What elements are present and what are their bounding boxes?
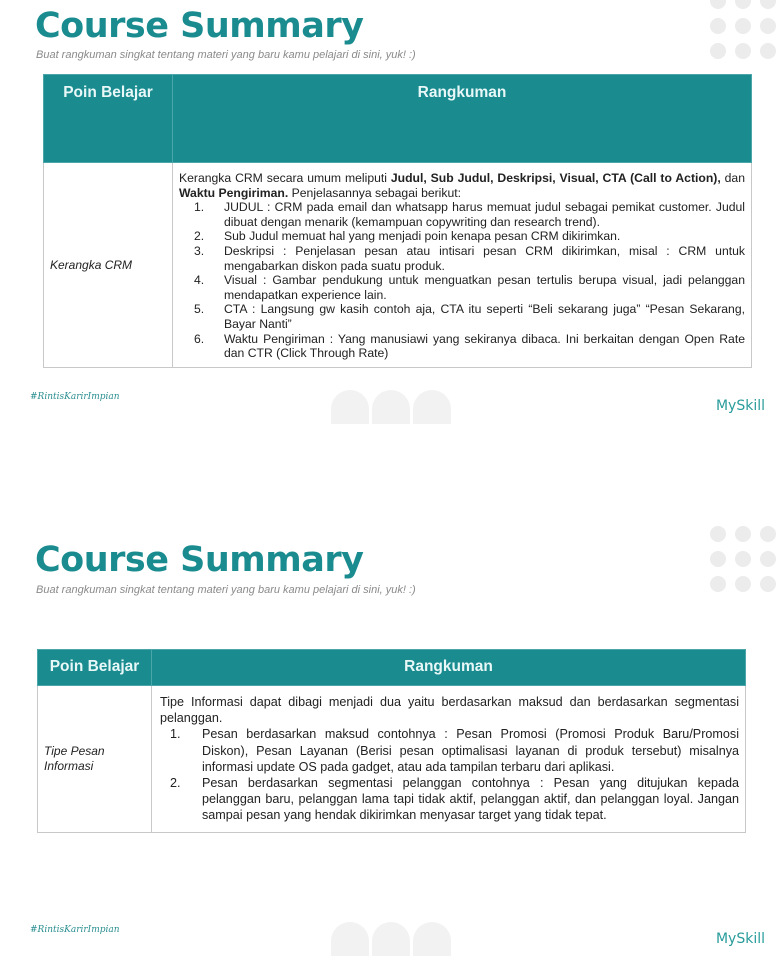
item-number: 3. — [194, 243, 205, 258]
decor-arches — [331, 922, 451, 956]
item-text: Deskripsi : Penjelasan pesan atau intisari pesan CRM dikirimkan, misal : CRM untuk mengabarkan diskon pada suatu produk. — [224, 243, 745, 273]
intro-bold: Waktu Pengiriman. — [179, 185, 289, 200]
list-item — [179, 229, 745, 244]
list-item — [179, 244, 745, 273]
intro-text: Kerangka CRM secara umum meliputi — [179, 171, 391, 185]
list-item — [179, 200, 745, 229]
summary-cell — [152, 686, 746, 833]
list-item — [160, 775, 739, 824]
table-row — [44, 163, 752, 368]
summary-table — [37, 649, 746, 833]
summary-cell — [173, 163, 752, 368]
header-poin-belajar: Poin Belajar — [44, 75, 173, 163]
item-number: 1. — [170, 727, 181, 742]
brand-logo: MySkill — [715, 398, 765, 414]
brand-logo: MySkill — [715, 931, 765, 947]
list-item — [160, 726, 739, 775]
topic-label: Tipe Pesan Informasi — [44, 744, 105, 773]
summary-intro — [179, 171, 745, 200]
header-poin-belajar: Poin Belajar — [38, 650, 152, 686]
topic-cell — [44, 163, 173, 368]
table-row — [38, 686, 746, 833]
slide-subtitle: Buat rangkuman singkat tentang materi yang baru kamu pelajari di sini, yuk! :) — [36, 584, 416, 596]
item-text: CTA : Langsung gw kasih contoh aja, CTA itu seperti “Beli sekarang juga” “Pesan Sekarang, Bayar Nanti” — [224, 302, 745, 331]
slide-title: Course Summary — [35, 540, 364, 580]
item-number: 2. — [170, 776, 181, 791]
item-text: Waktu Pengiriman : Yang manusiawi yang sekiranya dibaca. Ini berkaitan dengan Open Rate dan CTR (Click Through Rate) — [224, 331, 745, 361]
table-header-row — [44, 75, 752, 163]
header-rangkuman: Rangkuman — [152, 650, 746, 686]
topic-label: Kerangka CRM — [50, 257, 133, 272]
slide-subtitle: Buat rangkuman singkat tentang materi yang baru kamu pelajari di sini, yuk! :) — [36, 49, 416, 61]
decor-dots — [710, 0, 776, 59]
intro-text: dan — [720, 171, 745, 185]
item-number: 5. — [194, 302, 205, 317]
item-number: 2. — [194, 229, 205, 244]
item-text: Pesan berdasarkan maksud contohnya : Pesan Promosi (Promosi Produk Baru/Promosi Diskon), Pesan Layanan (Berisi pesan optimalisasi layanan di produk tersebut) misalnya informasi update OS pada gadget, atau ada tampilan terbaru dari aplikasi. — [202, 727, 739, 774]
summary-list — [179, 200, 745, 361]
item-number: 6. — [194, 331, 205, 346]
item-text: Sub Judul memuat hal yang menjadi poin kenapa pesan CRM dikirimkan. — [224, 229, 621, 244]
table-header-row — [38, 650, 746, 686]
decor-arches — [331, 390, 451, 424]
header-rangkuman: Rangkuman — [173, 75, 752, 163]
summary-table — [43, 74, 752, 368]
slide-2 — [0, 480, 783, 960]
summary-intro: Tipe Informasi dapat dibagi menjadi dua yaitu berdasarkan maksud dan berdasarkan segmentasi pelanggan. — [160, 695, 739, 726]
summary-list — [160, 726, 739, 823]
intro-text: Penjelasannya sebagai berikut: — [288, 185, 462, 200]
item-text: Pesan berdasarkan segmentasi pelanggan contohnya : Pesan yang ditujukan kepada pelanggan baru, pelanggan lama tapi tidak aktif, pelanggan aktif, dan pelanggan loyal. Jangan sampai pesan yang hendak dikirimkan menyasar target yang tidak tepat. — [202, 776, 739, 823]
list-item — [179, 332, 745, 361]
list-item — [179, 273, 745, 302]
decor-dots — [710, 526, 776, 592]
list-item — [179, 302, 745, 331]
item-text: JUDUL : CRM pada email dan whatsapp harus memuat judul sebagai pemikat customer. Judul dibuat dengan menarik (kemampuan copywriting dan research trend). — [224, 200, 745, 229]
slide-title: Course Summary — [35, 6, 364, 46]
item-number: 1. — [194, 200, 205, 215]
hashtag-label: #RintisKarirImpian — [30, 392, 120, 402]
item-number: 4. — [194, 273, 205, 288]
hashtag-label: #RintisKarirImpian — [30, 925, 120, 935]
intro-bold: Judul, Sub Judul, Deskripsi, Visual, CTA (Call to Action), — [390, 171, 721, 185]
topic-cell — [38, 686, 152, 833]
item-text: Visual : Gambar pendukung untuk menguatkan pesan tertulis berupa visual, jadi pelanggan mendapatkan experience lain. — [224, 273, 745, 302]
